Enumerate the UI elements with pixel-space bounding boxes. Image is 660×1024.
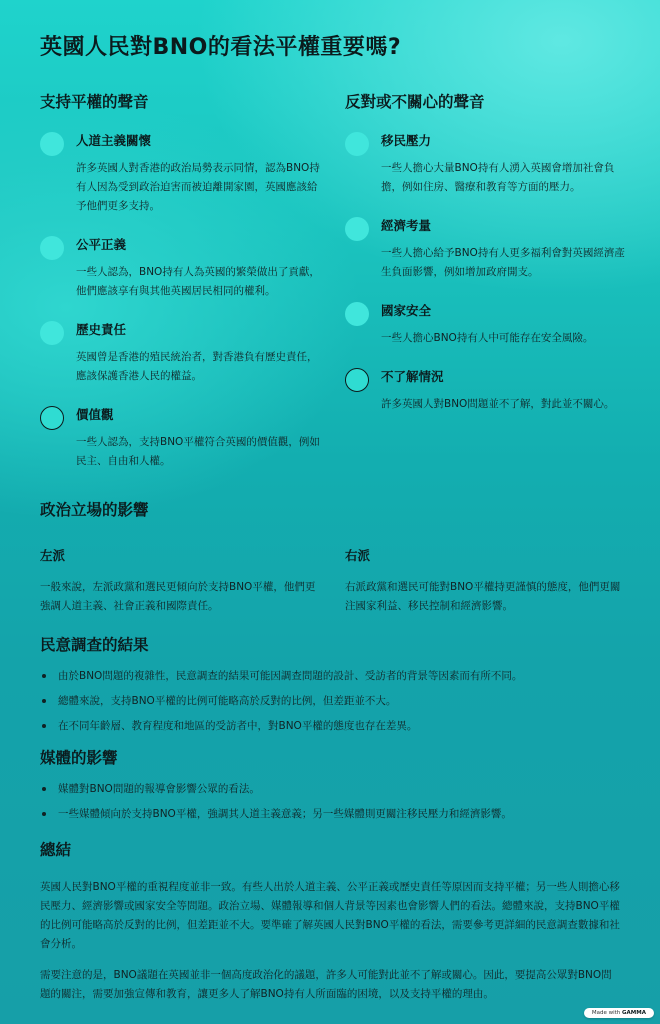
circle-icon bbox=[40, 321, 64, 345]
item-title: 經濟考量 bbox=[381, 218, 432, 233]
item-title: 歷史責任 bbox=[76, 322, 127, 337]
summary-paragraph: 需要注意的是，BNO議題在英國並非一個高度政治化的議題，許多人可能對此並不了解或關心。因此，要提高公眾對BNO問題的關注，需要加強宣傳和教育，讓更多人了解BNO持有人所面臨的困境，以及支持平權的理由。 bbox=[40, 969, 612, 1000]
circle-icon bbox=[345, 132, 369, 156]
item-text: 一些人擔心BNO持有人中可能存在安全風險。 bbox=[381, 332, 594, 344]
oppose-item bbox=[345, 132, 625, 197]
badge-prefix: Made with bbox=[591, 1010, 621, 1016]
right-wing-text: 右派政黨和選民可能對BNO平權持更謹慎的態度，他們更關注國家利益、移民控制和經濟影響。 bbox=[345, 581, 621, 612]
badge-brand: GAMMA bbox=[622, 1010, 646, 1016]
polls-heading: 民意調查的結果 bbox=[40, 636, 149, 654]
oppose-item bbox=[345, 368, 625, 414]
oppose-column bbox=[345, 90, 625, 414]
list-item: 總體來說，支持BNO平權的比例可能略高於反對的比例，但差距並不大。 bbox=[40, 694, 620, 708]
item-text: 一些人擔心大量BNO持有人湧入英國會增加社會負擔，例如住房、醫療和教育等方面的壓力。 bbox=[381, 162, 615, 193]
summary-paragraph: 英國人民對BNO平權的重視程度並非一致。有些人出於人道主義、公平正義或歷史責任等原因而支持平權；另一些人則擔心移民壓力、經濟影響或國家安全等問題。政治立場、媒體報導和個人背景等因素也會影響人們的看法。總體來說，支持BNO平權的比例可能略高於反對的比例，但差距並不大。要準確了解英國人民對BNO平權的看法，需要參考更詳細的民意調查數據和社會分析。 bbox=[40, 881, 620, 950]
left-wing-text: 一般來說，左派政黨和選民更傾向於支持BNO平權，他們更強調人道主義、社會正義和國際責任。 bbox=[40, 581, 316, 612]
circle-icon bbox=[345, 217, 369, 241]
summary-section bbox=[40, 838, 620, 1004]
list-item: 媒體對BNO問題的報導會影響公眾的看法。 bbox=[40, 782, 620, 796]
politics-section bbox=[40, 498, 621, 612]
circle-icon bbox=[40, 236, 64, 260]
oppose-item bbox=[345, 217, 625, 282]
item-title: 移民壓力 bbox=[381, 133, 432, 148]
oppose-item bbox=[345, 302, 625, 348]
polls-list bbox=[40, 669, 620, 733]
list-item: 由於BNO問題的複雜性，民意調查的結果可能因調查問題的設計、受訪者的背景等因素而有所不同。 bbox=[40, 669, 620, 683]
made-with-badge[interactable] bbox=[584, 1008, 654, 1018]
left-wing-title: 左派 bbox=[40, 548, 66, 563]
circle-icon bbox=[40, 406, 64, 430]
right-wing-title: 右派 bbox=[345, 548, 371, 563]
item-title: 人道主義關懷 bbox=[76, 133, 152, 148]
item-text: 許多英國人對香港的政治局勢表示同情，認為BNO持有人因為受到政治迫害而被迫離開家園，英國應該給予他們更多支持。 bbox=[76, 162, 320, 212]
support-item bbox=[40, 406, 320, 471]
circle-icon bbox=[345, 302, 369, 326]
media-heading: 媒體的影響 bbox=[40, 749, 118, 767]
item-title: 不了解情況 bbox=[381, 369, 444, 384]
summary-heading: 總結 bbox=[40, 841, 72, 859]
politics-heading: 政治立場的影響 bbox=[40, 501, 149, 519]
media-list bbox=[40, 782, 620, 821]
support-heading: 支持平權的聲音 bbox=[40, 93, 149, 111]
right-wing-block bbox=[345, 546, 625, 616]
item-text: 一些人認為，支持BNO平權符合英國的價值觀，例如民主、自由和人權。 bbox=[76, 436, 320, 467]
polls-section bbox=[40, 633, 620, 744]
support-item bbox=[40, 132, 320, 216]
item-text: 一些人認為，BNO持有人為英國的繁榮做出了貢獻，他們應該享有與其他英國居民相同的權利。 bbox=[76, 266, 320, 297]
oppose-heading: 反對或不關心的聲音 bbox=[345, 93, 485, 111]
support-item bbox=[40, 321, 320, 386]
support-item bbox=[40, 236, 320, 301]
support-column bbox=[40, 90, 320, 471]
list-item: 在不同年齡層、教育程度和地區的受訪者中，對BNO平權的態度也存在差異。 bbox=[40, 719, 620, 733]
circle-icon bbox=[40, 132, 64, 156]
item-text: 一些人擔心給予BNO持有人更多福利會對英國經濟產生負面影響，例如增加政府開支。 bbox=[381, 247, 625, 278]
item-text: 英國曾是香港的殖民統治者，對香港負有歷史責任，應該保護香港人民的權益。 bbox=[76, 351, 318, 382]
item-title: 國家安全 bbox=[381, 303, 432, 318]
item-title: 公平正義 bbox=[76, 237, 127, 252]
circle-icon bbox=[345, 368, 369, 392]
item-text: 許多英國人對BNO問題並不了解，對此並不關心。 bbox=[381, 398, 615, 410]
media-section bbox=[40, 746, 620, 832]
left-wing-block bbox=[40, 546, 320, 616]
page-title: 英國人民對BNO的看法平權重要嗎? bbox=[40, 35, 402, 60]
item-title: 價值觀 bbox=[76, 407, 114, 422]
list-item: 一些媒體傾向於支持BNO平權，強調其人道主義意義；另一些媒體則更關注移民壓力和經濟影響。 bbox=[40, 807, 620, 821]
